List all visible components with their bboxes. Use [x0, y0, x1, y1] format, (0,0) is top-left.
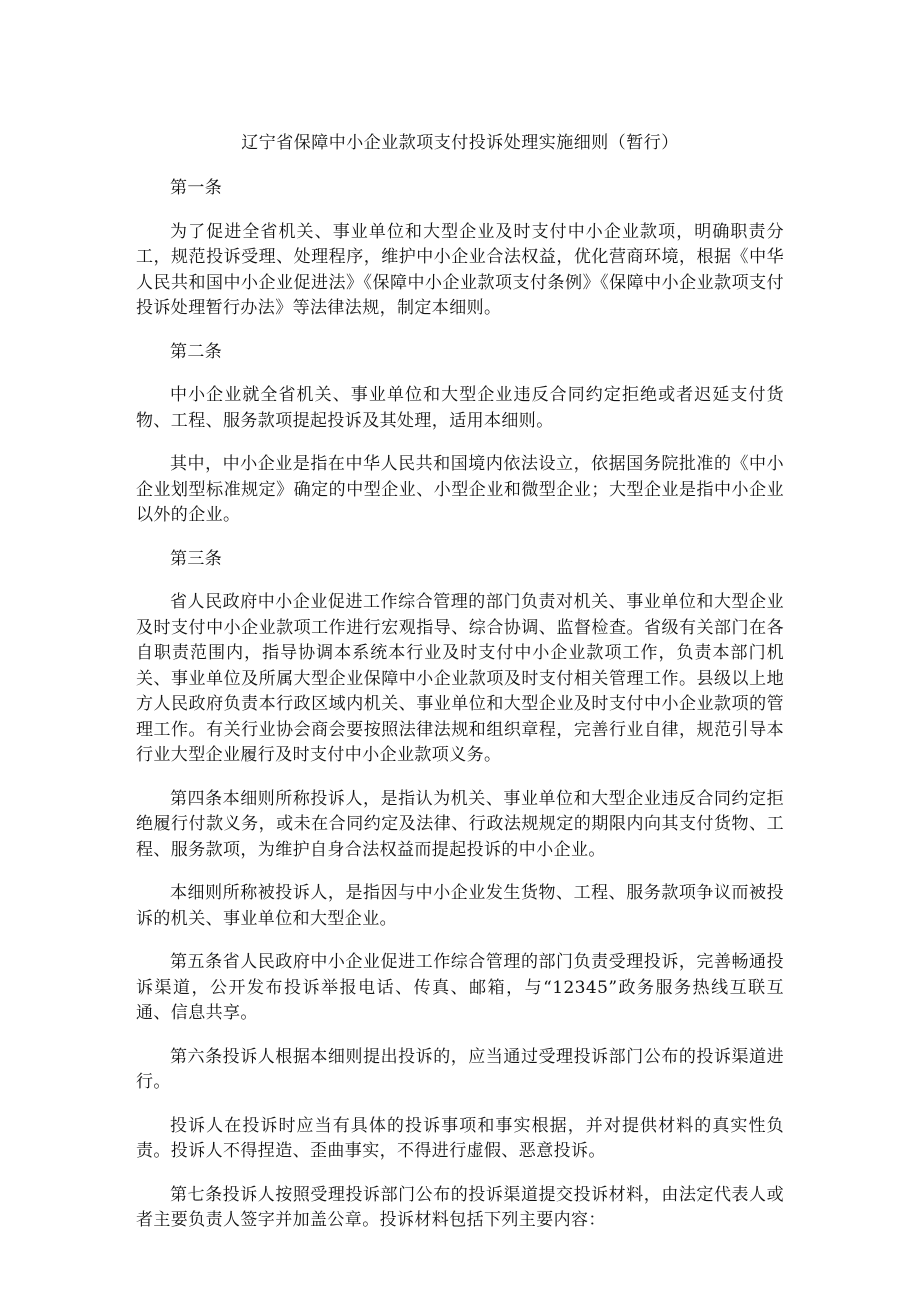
article-5-paragraph: 第五条省人民政府中小企业促进工作综合管理的部门负责受理投诉，完善畅通投诉渠道，公开发布投诉举报电话、传真、邮箱，与“12345”政务服务热线互联互通、信息共享。 [136, 952, 784, 1023]
article-heading-2: 第二条 [170, 341, 223, 362]
article-2-paragraph-2: 其中，中小企业是指在中华人民共和国境内依法设立，依据国务院批准的《中小企业划型标准规定》确定的中型企业、小型企业和微型企业；大型企业是指中小企业以外的企业。 [136, 454, 784, 525]
article-4-paragraph-1: 第四条本细则所称投诉人，是指认为机关、事业单位和大型企业违反合同约定拒绝履行付款义务，或未在合同约定及法律、行政法规规定的期限内向其支付货物、工程、服务款项，为维护自身合法权益而提起投诉的中小企业。 [136, 788, 784, 860]
article-heading-3: 第三条 [170, 548, 223, 569]
article-7-paragraph: 第七条投诉人按照受理投诉部门公布的投诉渠道提交投诉材料，由法定代表人或者主要负责人签字并加盖公章。投诉材料包括下列主要内容： [136, 1184, 784, 1230]
article-heading-1: 第一条 [170, 178, 223, 198]
article-1-paragraph: 为了促进全省机关、事业单位和大型企业及时支付中小企业款项，明确职责分工，规范投诉受理、处理程序，维护中小企业合法权益，优化营商环境，根据《中华人民共和国中小企业促进法》《保障中小企业款项支付条例》《保障中小企业款项支付投诉处理暂行办法》等法律法规，制定本细则。 [136, 221, 784, 318]
article-4-paragraph-2: 本细则所称被投诉人，是指因与中小企业发生货物、工程、服务款项争议而被投诉的机关、事业单位和大型企业。 [136, 883, 784, 929]
article-3-paragraph: 省人民政府中小企业促进工作综合管理的部门负责对机关、事业单位和大型企业及时支付中小企业款项工作进行宏观指导、综合协调、监督检查。省级有关部门在各自职责范围内，指导协调本系统本行业及时支付中小企业款项工作，负责本部门机关、事业单位及所属大型企业保障中小企业款项及时支付相关管理工作。县级以上地方人民政府负责本行政区域内机关、事业单位和大型企业及时支付中小企业款项的管理工作。有关行业协会商会要按照法律法规和组织章程，完善行业自律，规范引导本行业大型企业履行及时支付中小企业款项义务。 [136, 592, 784, 765]
article-2-paragraph-1: 中小企业就全省机关、事业单位和大型企业违反合同约定拒绝或者迟延支付货物、工程、服务款项提起投诉及其处理，适用本细则。 [136, 385, 784, 431]
document-title: 辽宁省保障中小企业款项支付投诉处理实施细则（暂行） [241, 133, 679, 153]
article-6-paragraph-1: 第六条投诉人根据本细则提出投诉的，应当通过受理投诉部门公布的投诉渠道进行。 [136, 1046, 784, 1092]
article-6-paragraph-2: 投诉人在投诉时应当有具体的投诉事项和事实根据，并对提供材料的真实性负责。投诉人不得捏造、歪曲事实，不得进行虚假、恶意投诉。 [136, 1115, 784, 1161]
document-page [136, 128, 784, 1252]
